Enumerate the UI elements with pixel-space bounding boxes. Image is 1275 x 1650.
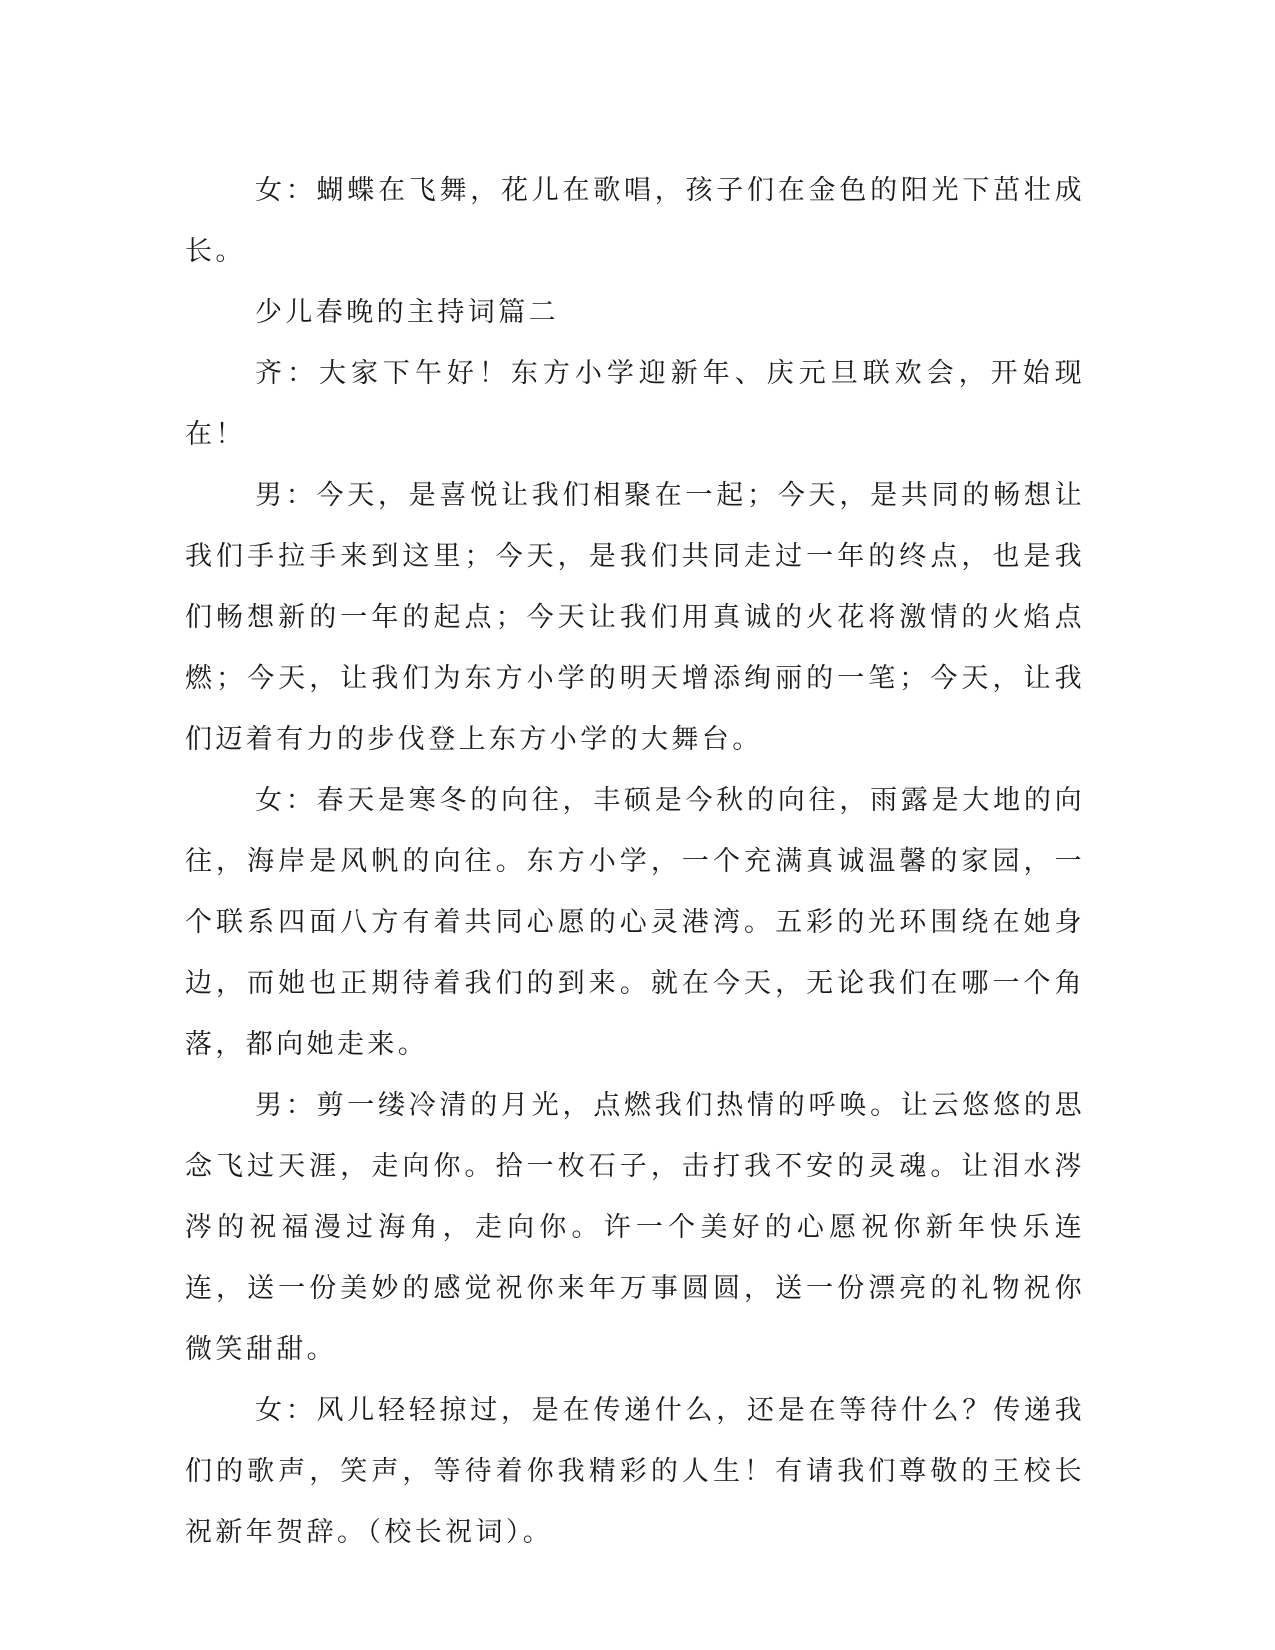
document-body [185,160,1085,1563]
paragraph-female-butterfly: 女：蝴蝶在飞舞，花儿在歌唱，孩子们在金色的阳光下茁壮成长。 [185,175,1085,267]
section-heading: 少儿春晚的主持词篇二 [255,297,559,328]
paragraph-male-today: 男：今天，是喜悦让我们相聚在一起；今天，是共同的畅想让我们手拉手来到这里；今天，是我们共同走过一年的终点，也是我们畅想新的一年的起点；今天让我们用真诚的火花将激情的火焰点燃；今天，让我们为东方小学的明天增添绚丽的一笔；今天，让我们迈着有力的步伐登上东方小学的大舞台。 [185,480,1085,755]
paragraph-together-greeting: 齐：大家下午好！东方小学迎新年、庆元旦联欢会，开始现在！ [185,358,1085,450]
paragraph-female-wind: 女：风儿轻轻掠过，是在传递什么，还是在等待什么？传递我们的歌声，笑声，等待着你我精彩的人生！有请我们尊敬的王校长祝新年贺辞。（校长祝词）。 [185,1395,1085,1548]
paragraph-male-moonlight: 男：剪一缕冷清的月光，点燃我们热情的呼唤。让云悠悠的思念飞过天涯，走向你。拾一枚石子，击打我不安的灵魂。让泪水涔涔的祝福漫过海角，走向你。许一个美好的心愿祝你新年快乐连连，送一份美妙的感觉祝你来年万事圆圆，送一份漂亮的礼物祝你微笑甜甜。 [185,1090,1085,1365]
paragraph-female-spring: 女：春天是寒冬的向往，丰硕是今秋的向往，雨露是大地的向往，海岸是风帆的向往。东方小学，一个充满真诚温馨的家园，一个联系四面八方有着共同心愿的心灵港湾。五彩的光环围绕在她身边，而她也正期待着我们的到来。就在今天，无论我们在哪一个角落，都向她走来。 [185,785,1085,1060]
